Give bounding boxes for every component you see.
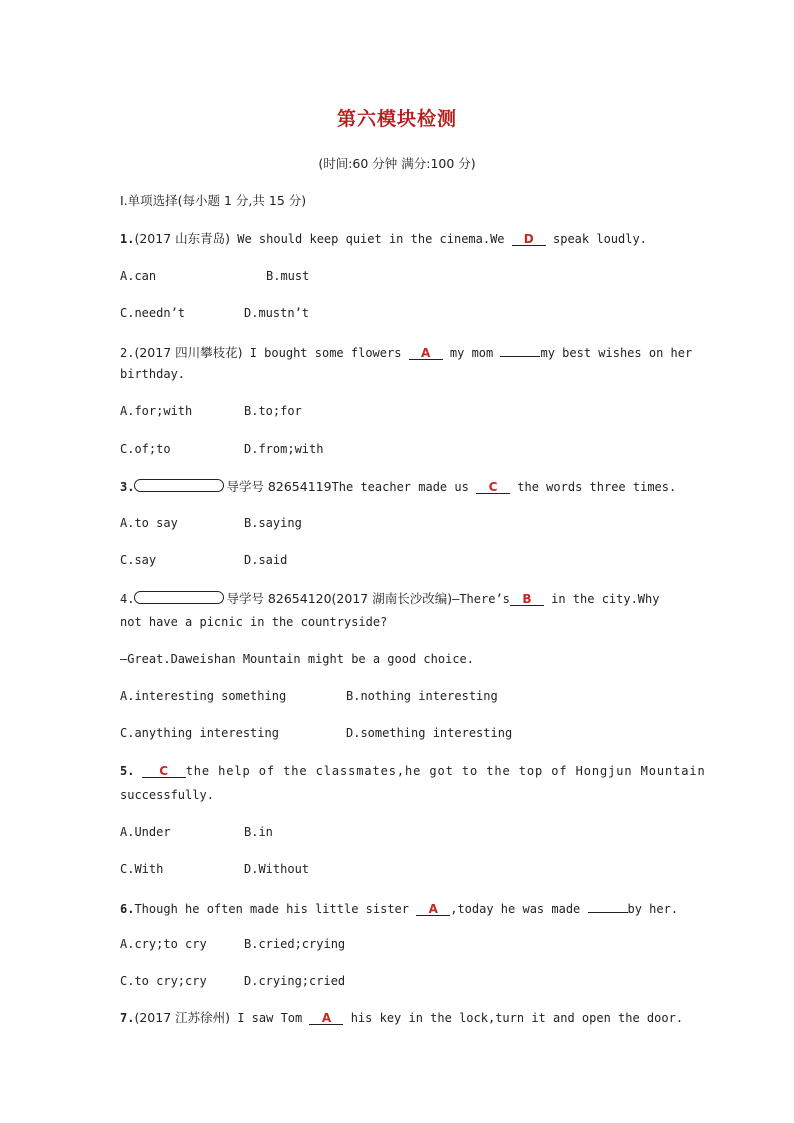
option-a: A.cry;to cry	[120, 937, 207, 951]
page-title: 第六模块检测	[336, 108, 457, 130]
question-text: by her.	[627, 902, 679, 916]
option-b: B.to;for	[244, 404, 302, 418]
option-c: C.say	[120, 553, 157, 567]
answer-blank	[512, 231, 546, 246]
option-b: B.in	[244, 825, 273, 839]
answer-blank	[409, 345, 443, 360]
option-d: D.Without	[244, 862, 310, 876]
question-number: 5.	[120, 764, 135, 778]
option-a: A.to say	[120, 516, 178, 530]
question-number: 6.	[120, 902, 135, 916]
option-a: A.Under	[120, 825, 171, 839]
blank-line	[588, 898, 628, 913]
question-text: ,today he was made	[450, 902, 588, 916]
answer-mark: B	[522, 592, 532, 606]
answer-mark: C	[488, 480, 498, 494]
option-b: B.nothing interesting	[346, 689, 498, 703]
question-number: 1.	[120, 232, 135, 246]
question-tag-box	[134, 591, 224, 604]
option-b: B.saying	[244, 516, 302, 530]
question-continuation: successfully.	[120, 788, 214, 802]
dialogue-reply: —Great.Daweishan Mountain might be a good choice.	[120, 652, 475, 666]
answer-blank	[416, 901, 450, 916]
exam-time-score: (时间:60 分钟 满分:100 分)	[318, 156, 476, 171]
question-text: I saw Tom	[230, 1011, 310, 1025]
answer-mark: A	[421, 346, 431, 360]
option-c: C.With	[120, 862, 164, 876]
question-tag-box	[134, 479, 224, 492]
question-text: my best wishes on her	[540, 346, 693, 360]
question-number: 2.	[120, 346, 135, 360]
question-continuation: not have a picnic in the countryside?	[120, 615, 388, 629]
option-d: D.from;with	[244, 442, 324, 456]
option-c: C.anything interesting	[120, 726, 279, 740]
question-source: (2017 四川攀枝花)	[134, 345, 243, 360]
question-4	[120, 591, 676, 607]
answer-blank	[309, 1010, 343, 1025]
answer-blank	[476, 479, 510, 494]
option-a: A.for;with	[120, 404, 193, 418]
option-c: C.of;to	[120, 442, 171, 456]
question-text: the words three times.	[510, 480, 677, 494]
option-c: C.to cry;cry	[120, 974, 207, 988]
question-number: 3.	[120, 480, 135, 494]
question-text: We should keep quiet in the cinema.We	[230, 232, 512, 246]
question-text: speak loudly.	[545, 232, 647, 246]
option-a: A.can	[120, 269, 157, 283]
question-7	[120, 1010, 684, 1026]
answer-mark: A	[321, 1011, 332, 1025]
question-text: Though he often made his little sister	[134, 902, 417, 916]
answer-blank	[510, 591, 544, 606]
question-2	[120, 342, 693, 361]
option-b: B.cried;crying	[244, 937, 346, 951]
question-text: The teacher made us	[331, 480, 477, 494]
question-source: (2017 江苏徐州)	[134, 1010, 230, 1025]
question-text: —There’s	[452, 592, 510, 606]
section-heading: Ⅰ.单项选择(每小题 1 分,共 15 分)	[120, 193, 307, 208]
question-5	[120, 763, 706, 779]
question-text: I bought some flowers	[242, 346, 409, 360]
blank-line	[500, 342, 540, 357]
question-text: my mom	[442, 346, 501, 360]
answer-mark: D	[523, 232, 534, 246]
answer-mark: C	[159, 764, 169, 778]
question-1	[120, 231, 676, 247]
question-continuation: birthday.	[120, 367, 186, 381]
question-code: 导学号 82654120(2017 湖南长沙改编)	[226, 591, 453, 606]
option-d: D.crying;cried	[244, 974, 346, 988]
question-text: his key in the lock,turn it and open the door.	[343, 1011, 684, 1025]
option-d: D.said	[244, 553, 288, 567]
option-b: B.must	[266, 269, 310, 283]
option-a: A.interesting something	[120, 689, 287, 703]
question-6	[120, 898, 679, 917]
question-code: 导学号 82654119	[226, 479, 332, 494]
question-text: the help of the classmates,he got to the top of Hongjun Mountain	[185, 764, 706, 778]
answer-mark: A	[428, 902, 438, 916]
question-source: (2017 山东青岛)	[134, 231, 230, 246]
option-d: D.mustn’t	[244, 306, 310, 320]
question-text: in the city.Why	[543, 592, 660, 606]
question-3	[120, 479, 676, 495]
question-number: 7.	[120, 1011, 135, 1025]
answer-blank	[142, 763, 186, 778]
question-number: 4.	[120, 592, 135, 606]
option-c: C.needn’t	[120, 306, 186, 320]
option-d: D.something interesting	[346, 726, 513, 740]
